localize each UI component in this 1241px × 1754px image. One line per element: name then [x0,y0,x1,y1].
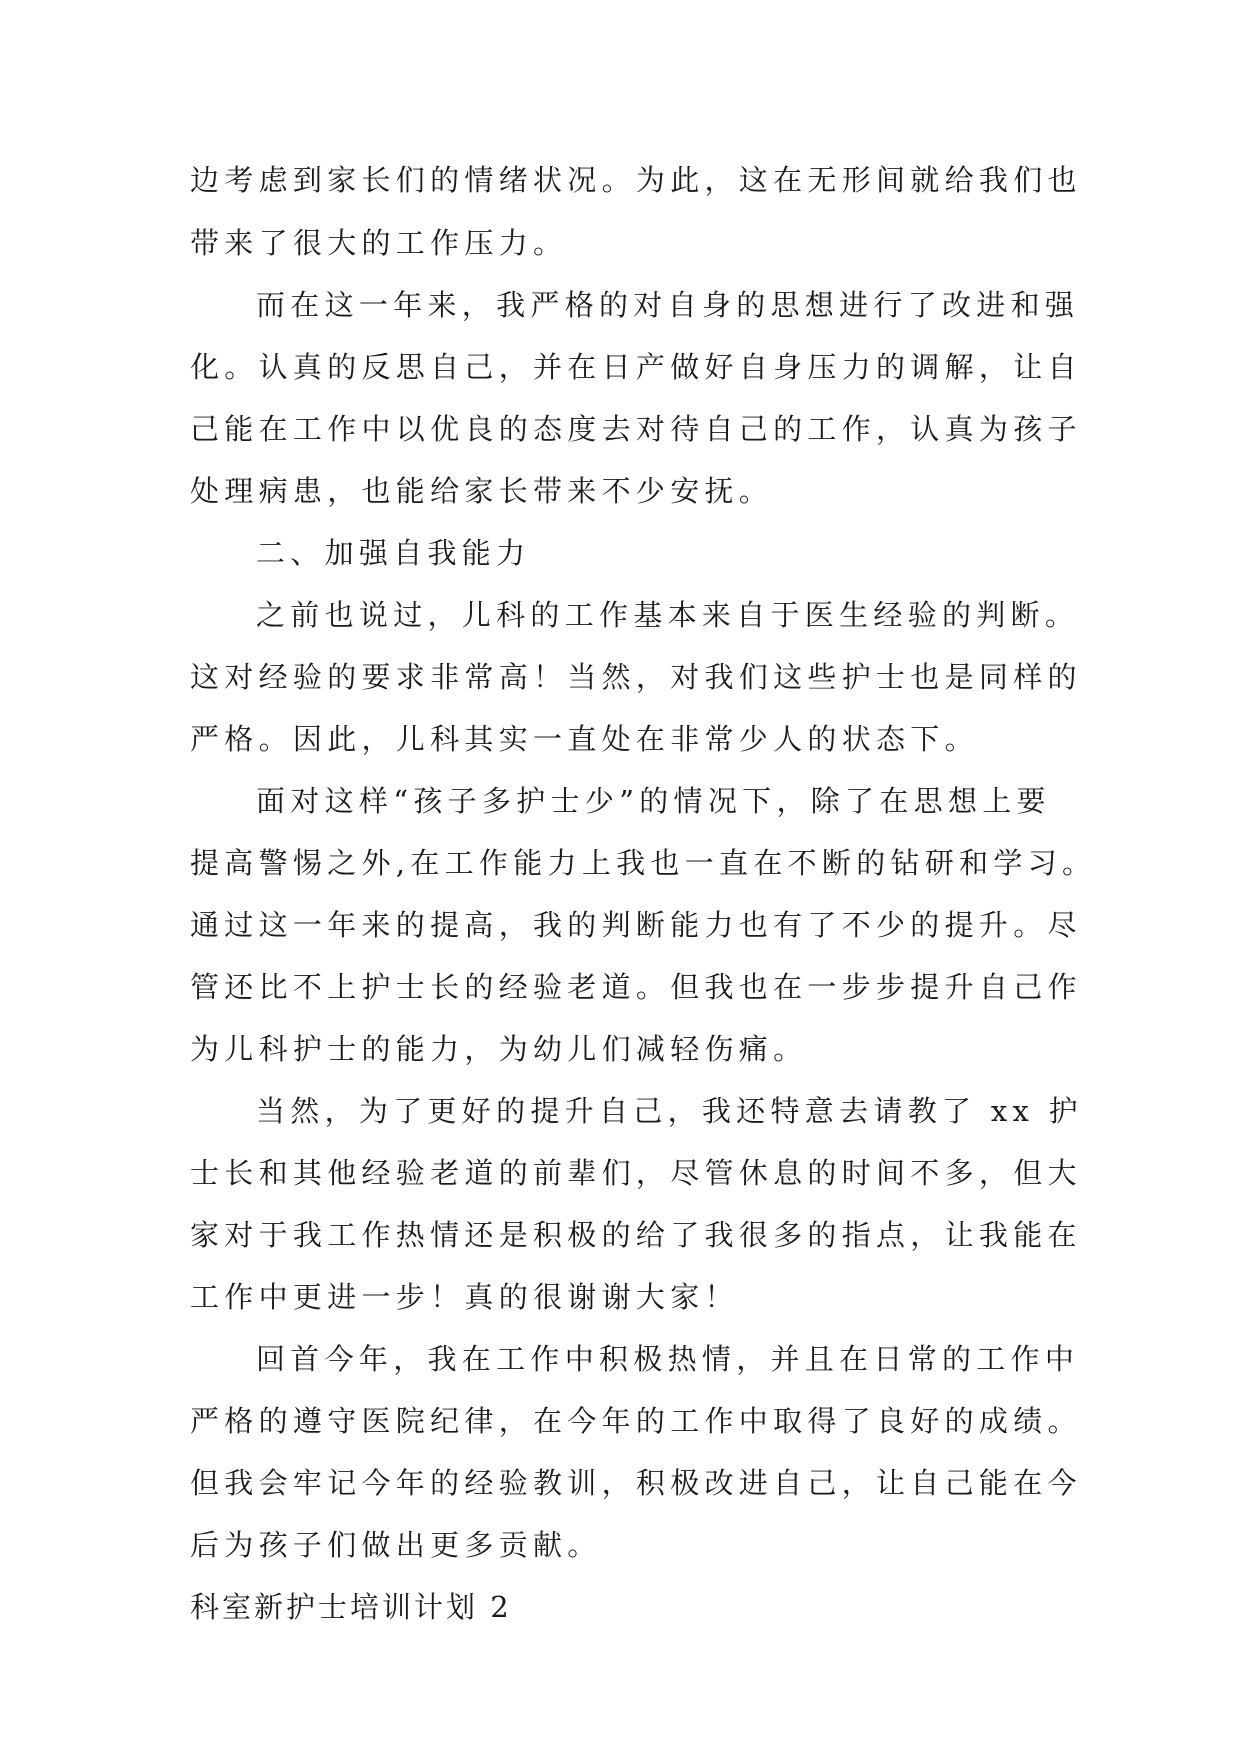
text-line: 为儿科护士的能力，为幼儿们减轻伤痛。 [190,1032,808,1066]
text-line: 通过这一年来的提高，我的判断能力也有了不少的提升。尽 [190,908,1082,942]
text-line: 但我会牢记今年的经验教训，积极改进自己，让自己能在今 [190,1466,1082,1500]
paragraph-start: 之前也说过，儿科的工作基本来自于医生经验的判断。 [256,598,1080,632]
text-line: 严格的遵守医院纪律，在今年的工作中取得了良好的成绩。 [190,1404,1082,1438]
paragraph-start: 当然，为了更好的提升自己，我还特意去请教了 xx 护 [256,1094,1083,1128]
section-heading: 二、加强自我能力 [256,536,531,570]
paragraph-start: 而在这一年来，我严格的对自身的思想进行了改进和强 [256,288,1080,322]
text-line: 家对于我工作热情还是积极的给了我很多的指点，让我能在 [190,1218,1082,1252]
text-line: 化。认真的反思自己，并在日产做好自身压力的调解，让自 [190,350,1082,384]
text-line: 管还比不上护士长的经验老道。但我也在一步步提升自己作 [190,970,1082,1004]
text-line: 己能在工作中以优良的态度去对待自己的工作，认真为孩子 [190,412,1082,446]
text-line: 提高警惕之外,在工作能力上我也一直在不断的钻研和学习。 [190,846,1097,880]
text-line: 带来了很大的工作压力。 [190,226,568,260]
text-line: 边考虑到家长们的情绪状况。为此，这在无形间就给我们也 [190,163,1082,197]
paragraph-start: 面对这样“孩子多护士少”的情况下，除了在思想上要 [256,784,1051,818]
paragraph-start: 回首今年，我在工作中积极热情，并且在日常的工作中 [256,1342,1080,1376]
section-title: 科室新护士培训计划 2 [190,1590,512,1624]
text-line: 这对经验的要求非常高！当然，对我们这些护士也是同样的 [190,660,1082,694]
text-line: 后为孩子们做出更多贡献。 [190,1528,602,1562]
text-line: 处理病患，也能给家长带来不少安抚。 [190,474,774,508]
text-line: 工作中更进一步！真的很谢谢大家！ [190,1280,739,1314]
text-line: 士长和其他经验老道的前辈们，尽管休息的时间不多，但大 [190,1156,1082,1190]
text-line: 严格。因此，儿科其实一直处在非常少人的状态下。 [190,722,979,756]
